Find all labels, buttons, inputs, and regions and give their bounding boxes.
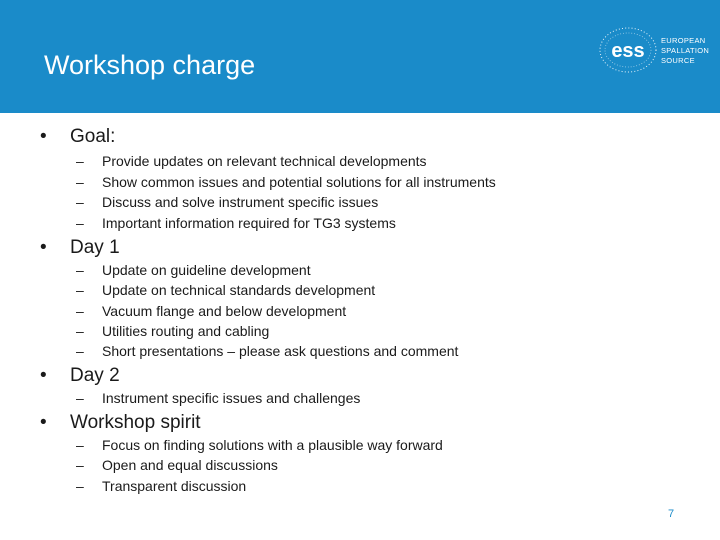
page-number: 7 [668, 508, 675, 520]
section-heading: • Goal: [40, 126, 116, 147]
logo-line: SOURCE [661, 56, 695, 65]
logo-wordmark [661, 36, 709, 66]
logo-line: SPALLATION [661, 46, 710, 55]
bullet-dot: • [40, 126, 47, 147]
section-heading: • Workshop spirit [40, 412, 201, 433]
bullet-dot: • [40, 365, 47, 386]
logo-line: EUROPEAN [661, 36, 706, 45]
bullet-dot: • [40, 412, 47, 433]
bullet-dot: • [40, 237, 47, 258]
section-heading: • Day 1 [40, 237, 120, 258]
title-banner [0, 0, 720, 113]
ess-logo-mark: ess [611, 40, 645, 62]
slide-title: Workshop charge [44, 50, 256, 80]
section-heading: • Day 2 [40, 365, 120, 386]
